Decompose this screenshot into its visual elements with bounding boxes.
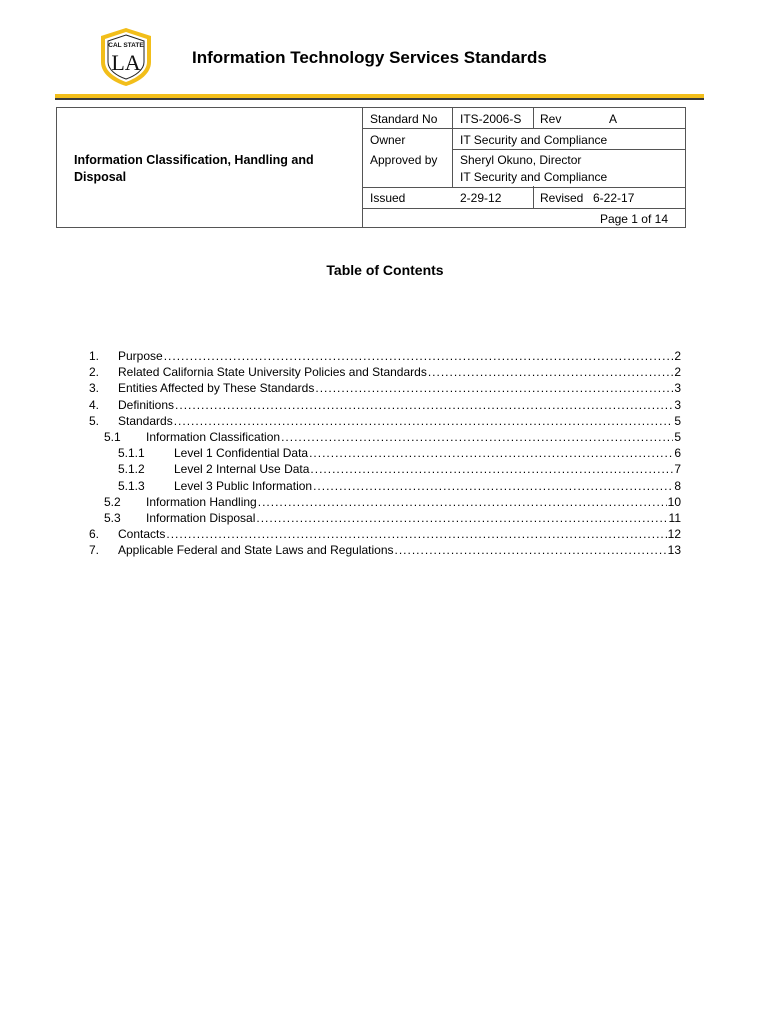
logo-top-text: CAL STATE bbox=[108, 42, 144, 49]
toc-entry-page: 12 bbox=[667, 527, 681, 542]
cal-state-la-logo bbox=[97, 26, 155, 88]
toc-entry[interactable] bbox=[0, 526, 770, 542]
toc-entry-number: 1. bbox=[89, 349, 100, 363]
toc-dot-leader bbox=[166, 526, 666, 542]
toc-entry-page: 2 bbox=[674, 349, 681, 363]
toc-entry-number: 5.3 bbox=[104, 511, 121, 525]
toc-heading: Table of Contents bbox=[326, 262, 444, 278]
rev-value: A bbox=[609, 112, 618, 126]
standard-no-value: ITS-2006-S bbox=[460, 112, 522, 126]
toc-dot-leader bbox=[258, 494, 667, 510]
issued-label: Issued bbox=[370, 191, 406, 205]
revised-label: Revised bbox=[540, 191, 584, 205]
standard-no-label: Standard No bbox=[370, 112, 438, 126]
toc-entry-page: 3 bbox=[674, 381, 681, 396]
toc-entry-number: 6. bbox=[89, 527, 100, 542]
toc-entry[interactable] bbox=[0, 478, 770, 494]
table-divider bbox=[362, 187, 686, 188]
toc-entry-page: 8 bbox=[674, 478, 681, 493]
toc-entry-number: 3. bbox=[89, 381, 100, 396]
toc-entry[interactable] bbox=[0, 413, 770, 429]
document-info-table bbox=[56, 107, 686, 228]
toc-entry-page: 5 bbox=[674, 413, 681, 428]
toc-dot-leader bbox=[309, 445, 673, 461]
toc-entry[interactable] bbox=[0, 445, 770, 461]
toc-entry-title[interactable]: Standards bbox=[118, 413, 173, 428]
table-divider bbox=[452, 108, 453, 188]
toc-entry-page: 7 bbox=[674, 462, 681, 477]
toc-entry[interactable] bbox=[0, 364, 770, 380]
toc-entry-title[interactable]: Entities Affected by These Standards bbox=[118, 381, 315, 396]
toc-entry[interactable] bbox=[0, 380, 770, 396]
table-divider bbox=[362, 208, 686, 209]
toc-entry-number: 5.1.1 bbox=[118, 446, 145, 461]
document-title: Information Classification, Handling and Disposal bbox=[74, 153, 314, 184]
toc-entry-title[interactable]: Level 1 Confidential Data bbox=[174, 446, 309, 461]
owner-value: IT Security and Compliance bbox=[460, 133, 608, 147]
issued-value: 2-29-12 bbox=[460, 191, 502, 205]
toc-entry-page: 6 bbox=[674, 446, 681, 461]
toc-entry-page: 11 bbox=[668, 511, 681, 525]
toc-entry-number: 5.1.2 bbox=[118, 462, 145, 477]
toc-entry-title[interactable]: Definitions bbox=[118, 397, 175, 412]
toc-entry-page: 10 bbox=[667, 494, 681, 509]
toc-dot-leader bbox=[175, 397, 673, 413]
toc-entry-title[interactable]: Related California State University Policies and Standards bbox=[118, 365, 427, 380]
toc-entry[interactable] bbox=[0, 429, 770, 445]
toc-entry-title[interactable]: Purpose bbox=[118, 349, 163, 363]
toc-entry-title[interactable]: Contacts bbox=[118, 527, 166, 542]
toc-entry-title[interactable]: Information Handling bbox=[146, 494, 257, 509]
toc-dot-leader bbox=[395, 542, 667, 558]
toc-entry-number: 2. bbox=[89, 365, 100, 380]
toc-entry[interactable] bbox=[0, 348, 770, 364]
toc-entry-page: 2 bbox=[674, 365, 681, 380]
toc-dot-leader bbox=[256, 510, 667, 526]
toc-entry-number: 5. bbox=[89, 413, 100, 428]
toc-dot-leader bbox=[310, 461, 673, 477]
toc-dot-leader bbox=[281, 429, 673, 445]
toc-dot-leader bbox=[174, 413, 674, 429]
toc-entry-number: 7. bbox=[89, 543, 100, 558]
toc-entry-title[interactable]: Level 2 Internal Use Data bbox=[174, 462, 310, 477]
toc-entry-number: 5.1.3 bbox=[118, 478, 145, 493]
toc-entry-title[interactable]: Information Classification bbox=[146, 430, 281, 444]
toc-entry[interactable] bbox=[0, 542, 770, 558]
page-title: Information Technology Services Standards bbox=[192, 48, 547, 67]
approved-value-name: Sheryl Okuno, Director bbox=[460, 153, 582, 167]
toc-dot-leader bbox=[313, 478, 673, 494]
table-divider bbox=[533, 108, 534, 129]
toc-entry-number: 5.2 bbox=[104, 494, 121, 509]
page-number: Page 1 of 14 bbox=[599, 212, 668, 226]
toc-entry[interactable] bbox=[0, 461, 770, 477]
table-divider bbox=[533, 186, 534, 209]
toc-entry-page: 5 bbox=[674, 430, 681, 444]
toc-entry[interactable] bbox=[0, 397, 770, 413]
table-divider bbox=[362, 108, 363, 228]
logo-main-text: LA bbox=[111, 50, 141, 75]
table-divider bbox=[362, 128, 686, 129]
toc-entry-page: 13 bbox=[667, 543, 681, 558]
toc-entry-title[interactable]: Level 3 Public Information bbox=[174, 478, 313, 493]
table-divider bbox=[452, 149, 686, 150]
approved-label: Approved by bbox=[370, 153, 438, 167]
header-rule-dark bbox=[55, 98, 704, 100]
toc-dot-leader bbox=[164, 348, 674, 364]
toc-entry[interactable] bbox=[0, 494, 770, 510]
toc-entry-number: 4. bbox=[89, 397, 100, 412]
toc-entry-number: 5.1 bbox=[104, 430, 121, 444]
toc-entry-title[interactable]: Applicable Federal and State Laws and Regulations bbox=[118, 543, 394, 558]
toc-dot-leader bbox=[428, 364, 673, 380]
toc-dot-leader bbox=[315, 380, 673, 396]
toc-entry-title[interactable]: Information Disposal bbox=[146, 511, 256, 525]
owner-label: Owner bbox=[370, 133, 406, 147]
revised-value: 6-22-17 bbox=[593, 191, 635, 205]
approved-value-dept: IT Security and Compliance bbox=[460, 170, 608, 184]
rev-label: Rev bbox=[540, 112, 562, 126]
toc-entry[interactable] bbox=[0, 510, 770, 526]
toc-entry-page: 3 bbox=[674, 397, 681, 412]
